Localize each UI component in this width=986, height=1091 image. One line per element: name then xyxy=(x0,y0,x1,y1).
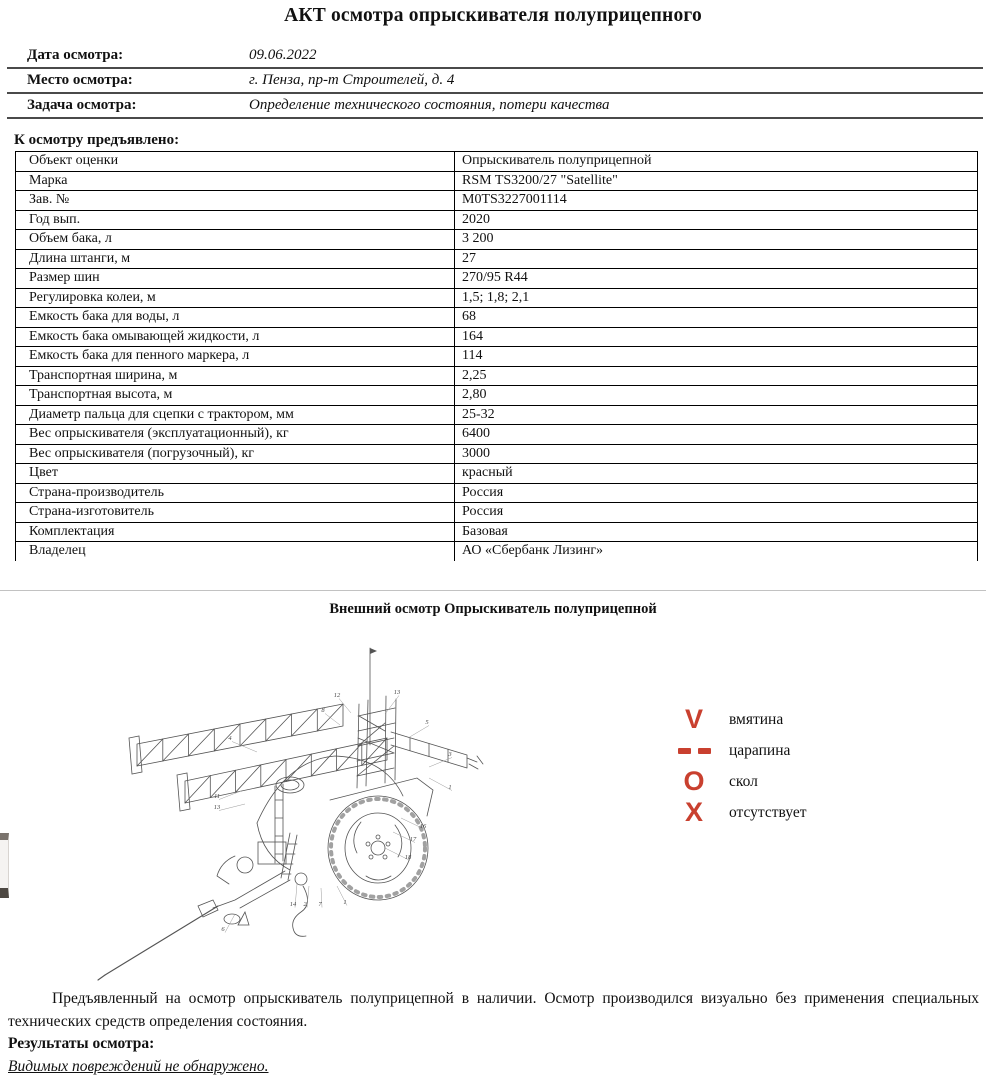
svg-text:16: 16 xyxy=(419,823,427,830)
spec-label-cell: Размер шин xyxy=(16,269,455,289)
spec-table-body xyxy=(16,152,978,561)
spec-label-cell: Зав. № xyxy=(16,191,455,211)
spec-label-cell: Вес опрыскивателя (эксплуатационный), кг xyxy=(16,425,455,445)
svg-text:5: 5 xyxy=(425,719,429,726)
conclusion-paragraph: Предъявленный на осмотр опрыскиватель полуприцепной в наличии. Осмотр производился визуально без применения специальных технических средств определения состояния. xyxy=(8,990,979,1030)
spec-row xyxy=(16,230,978,250)
svg-text:7: 7 xyxy=(318,901,322,908)
left-page-edge-artifact xyxy=(0,833,9,898)
spec-value-cell: 25-32 xyxy=(455,405,978,425)
svg-text:8: 8 xyxy=(321,707,325,714)
spec-row xyxy=(16,425,978,445)
spec-row xyxy=(16,347,978,367)
sprayer-technical-drawing xyxy=(85,628,505,993)
svg-text:1: 1 xyxy=(448,784,452,791)
spec-label-cell: Емкость бака омывающей жидкости, л xyxy=(16,327,455,347)
legend-label: вмятина xyxy=(729,710,784,728)
info-value: г. Пенза, пр-т Строителей, д. 4 xyxy=(249,68,983,93)
spec-row xyxy=(16,288,978,308)
legend-item xyxy=(663,704,807,735)
spec-label-cell: Регулировка колеи, м xyxy=(16,288,455,308)
damage-legend xyxy=(663,704,807,828)
svg-text:2: 2 xyxy=(303,901,307,908)
spec-label-cell: Страна-производитель xyxy=(16,483,455,503)
spec-label-cell: Емкость бака для пенного маркера, л xyxy=(16,347,455,367)
spec-value-cell: 114 xyxy=(455,347,978,367)
info-label: Дата осмотра: xyxy=(7,44,249,68)
spec-label-cell: Емкость бака для воды, л xyxy=(16,308,455,328)
spec-value-cell: Россия xyxy=(455,483,978,503)
spec-label-cell: Год вып. xyxy=(16,210,455,230)
spec-value-cell: Базовая xyxy=(455,522,978,542)
spec-label-cell: Марка xyxy=(16,171,455,191)
page-title: АКТ осмотра опрыскивателя полуприцепного xyxy=(284,5,702,26)
legend-item xyxy=(663,766,807,797)
spec-row xyxy=(16,210,978,230)
legend-label: скол xyxy=(729,772,758,790)
conclusion-block xyxy=(8,988,979,1078)
spec-label-cell: Страна-изготовитель xyxy=(16,503,455,523)
svg-text:12: 12 xyxy=(333,692,341,699)
results-value: Видимых повреждений не обнаружено. xyxy=(8,1057,269,1075)
spec-value-cell: 2,25 xyxy=(455,366,978,386)
spec-row xyxy=(16,405,978,425)
spec-row xyxy=(16,522,978,542)
spec-label-cell: Транспортная высота, м xyxy=(16,386,455,406)
spec-row xyxy=(16,464,978,484)
spec-value-cell: RSM TS3200/27 "Satellite" xyxy=(455,171,978,191)
spec-row xyxy=(16,366,978,386)
drawing-callout-numbers xyxy=(214,689,453,933)
legend-label: отсутствует xyxy=(729,803,807,821)
spec-row xyxy=(16,503,978,523)
spec-value-cell: 2,80 xyxy=(455,386,978,406)
svg-text:13: 13 xyxy=(213,804,221,811)
dent-symbol-icon: V xyxy=(684,704,703,734)
spec-label-cell: Длина штанги, м xyxy=(16,249,455,269)
spec-row xyxy=(16,171,978,191)
spec-value-cell: 27 xyxy=(455,249,978,269)
svg-text:6: 6 xyxy=(221,926,225,933)
spec-label-cell: Диаметр пальца для сцепки с трактором, мм xyxy=(16,405,455,425)
spec-value-cell: M0TS3227001114 xyxy=(455,191,978,211)
spec-value-cell: 2020 xyxy=(455,210,978,230)
spec-value-cell: 3000 xyxy=(455,444,978,464)
info-row xyxy=(7,68,983,93)
info-label: Место осмотра: xyxy=(7,68,249,93)
spec-label-cell: Комплектация xyxy=(16,522,455,542)
info-table-body xyxy=(7,44,983,118)
spec-value-cell: красный xyxy=(455,464,978,484)
spec-value-cell: 6400 xyxy=(455,425,978,445)
spec-label-cell: Вес опрыскивателя (погрузочный), кг xyxy=(16,444,455,464)
spec-value-cell: 68 xyxy=(455,308,978,328)
info-value: Определение технического состояния, потери качества xyxy=(249,93,983,118)
spec-value-cell: 164 xyxy=(455,327,978,347)
spec-label-cell: Объект оценки xyxy=(16,152,455,172)
dash-bar xyxy=(678,748,691,754)
svg-text:1: 1 xyxy=(343,899,347,906)
spec-value-cell: Опрыскиватель полуприцепной xyxy=(455,152,978,172)
results-heading: Результаты осмотра: xyxy=(8,1035,155,1052)
dash-bar xyxy=(698,748,711,754)
info-table xyxy=(7,44,983,119)
svg-text:13: 13 xyxy=(393,689,401,696)
svg-text:4: 4 xyxy=(228,735,232,742)
spec-row xyxy=(16,191,978,211)
scratch-symbol-icon xyxy=(663,748,725,754)
info-row xyxy=(7,44,983,68)
spec-value-cell: 1,5; 1,8; 2,1 xyxy=(455,288,978,308)
legend-item xyxy=(663,797,807,828)
svg-text:11: 11 xyxy=(213,793,221,800)
legend-label: царапина xyxy=(729,741,791,759)
presented-heading: К осмотру предъявлено: xyxy=(14,132,180,148)
spec-value-cell: Россия xyxy=(455,503,978,523)
spec-value-cell: АО «Сбербанк Лизинг» xyxy=(455,542,978,561)
spec-row xyxy=(16,327,978,347)
chip-symbol-icon: O xyxy=(683,766,705,796)
missing-symbol-icon: X xyxy=(684,797,703,827)
spec-row xyxy=(16,542,978,561)
spec-label-cell: Транспортная ширина, м xyxy=(16,366,455,386)
spec-row xyxy=(16,308,978,328)
spec-label-cell: Владелец xyxy=(16,542,455,561)
external-inspection-heading: Внешний осмотр Опрыскиватель полуприцепной xyxy=(329,601,657,617)
spec-value-cell: 3 200 xyxy=(455,230,978,250)
spec-row xyxy=(16,386,978,406)
svg-text:18: 18 xyxy=(404,854,412,861)
spec-row xyxy=(16,249,978,269)
spec-label-cell: Объем бака, л xyxy=(16,230,455,250)
spec-value-cell: 270/95 R44 xyxy=(455,269,978,289)
spec-label-cell: Цвет xyxy=(16,464,455,484)
svg-text:3: 3 xyxy=(448,751,452,758)
info-value: 09.06.2022 xyxy=(249,44,983,68)
svg-text:17: 17 xyxy=(409,836,417,843)
spec-row xyxy=(16,269,978,289)
spec-table xyxy=(15,151,978,561)
info-row xyxy=(7,93,983,118)
info-label: Задача осмотра: xyxy=(7,93,249,118)
spec-row xyxy=(16,444,978,464)
spec-row xyxy=(16,152,978,172)
page-break-line xyxy=(0,590,986,591)
svg-text:14: 14 xyxy=(289,901,297,908)
spec-row xyxy=(16,483,978,503)
legend-item xyxy=(663,735,807,766)
